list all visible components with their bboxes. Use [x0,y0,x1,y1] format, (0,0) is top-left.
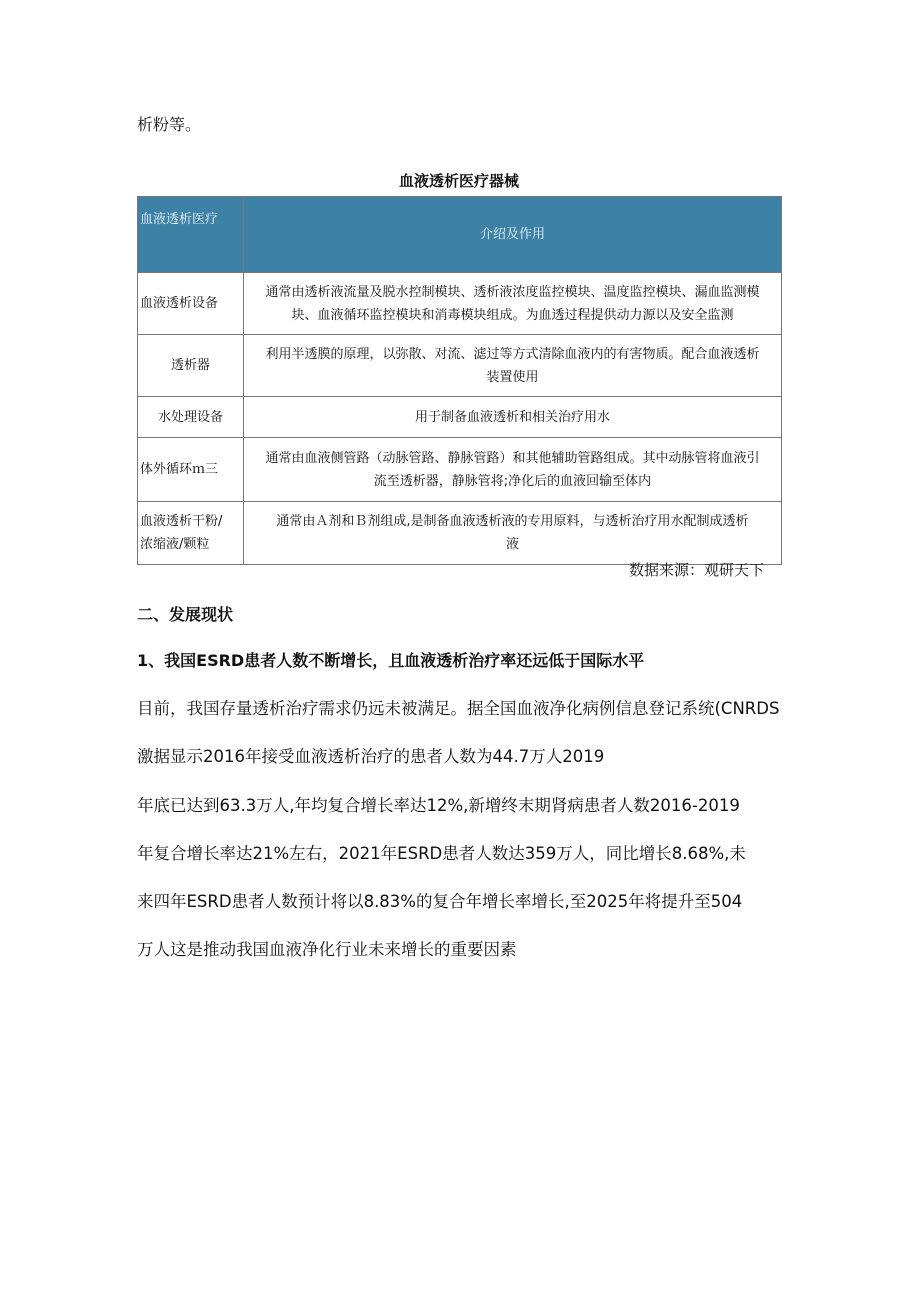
subsection-heading: 1、我国ESRD患者人数不断增长，且血液透析治疗率还远低于国际水平 [137,651,645,670]
paragraph-line: 激据显示2016年接受血液透析治疗的患者人数为44.7万人2019 [137,747,605,766]
row-name: 体外循环ｍ三 [138,438,244,502]
section-heading: 二、发展现状 [137,605,234,624]
row-description-line: 装置使用 [486,369,539,385]
table-row [138,335,782,397]
paragraph-line: 年复合增长率达21%左右，2021年ESRD患者人数达359万人，同比增长8.68%,未 [137,844,746,863]
header-description: 介绍及作用 [244,197,782,273]
row-description [244,438,782,502]
row-description-line: 流至透析器，静脉管将;净化后的血液回输至体内 [373,473,652,489]
row-description-line: 用于制备血液透析和相关治疗用水 [414,409,610,425]
table-row [138,502,782,565]
row-description-line: 液 [505,537,519,552]
paragraph-line: 目前，我国存量透析治疗需求仍远未被满足。据全国血液净化病例信息登记系统(CNRDS [137,699,780,718]
table-header-row [138,197,782,273]
row-description-line: 利用半透膜的原理，以弥散、对流、滤过等方式清除血液内的有害物质。配合血液透析 [265,346,760,362]
table-row [138,397,782,438]
intro-text: 析粉等。 [137,115,202,134]
row-description [244,397,782,438]
row-name-line: 浓缩液/颗粒 [140,537,210,552]
row-description-line: 通常由透析液流量及脱水控制模块、透析液浓度监控模块、温度监控模块、漏血监测模 [265,284,760,300]
table-row [138,438,782,502]
data-source-note: 数据来源：观研天下 [628,561,764,579]
row-name: 透析器 [138,335,244,397]
paragraph-line: 万人这是推动我国血液净化行业未来增长的重要因素 [137,940,517,959]
row-name: 水处理设备 [138,397,244,438]
row-description [244,335,782,397]
row-name-line: 血液透析干粉/ [140,514,223,529]
row-description-line: 通常由Ａ剂和Ｂ剂组成,是制备血液透析液的专用原料，与透析治疗用水配制成透析 [276,514,749,529]
header-category: 血液透析医疗 [138,197,244,273]
row-description [244,502,782,565]
row-description [244,273,782,335]
paragraph-line: 来四年ESRD患者人数预计将以8.83%的复合年增长率增长,至2025年将提升至504 [137,892,743,911]
table-row [138,273,782,335]
row-name [138,502,244,565]
row-description-line: 通常由血液侧管路（动脉管路、静脉管路）和其他辅助管路组成。其中动脉管将血液引 [265,450,760,466]
equipment-table [137,196,782,565]
paragraph-line: 年底已达到63.3万人,年均复合增长率达12%,新增终末期肾病患者人数2016-2019 [137,796,740,815]
row-description-line: 块、血液循环监控模块和消毒模块组成。为血透过程提供动力源以及安全监测 [291,307,734,323]
table-title: 血液透析医疗器械 [398,172,519,190]
row-name: 血液透析设备 [138,273,244,335]
